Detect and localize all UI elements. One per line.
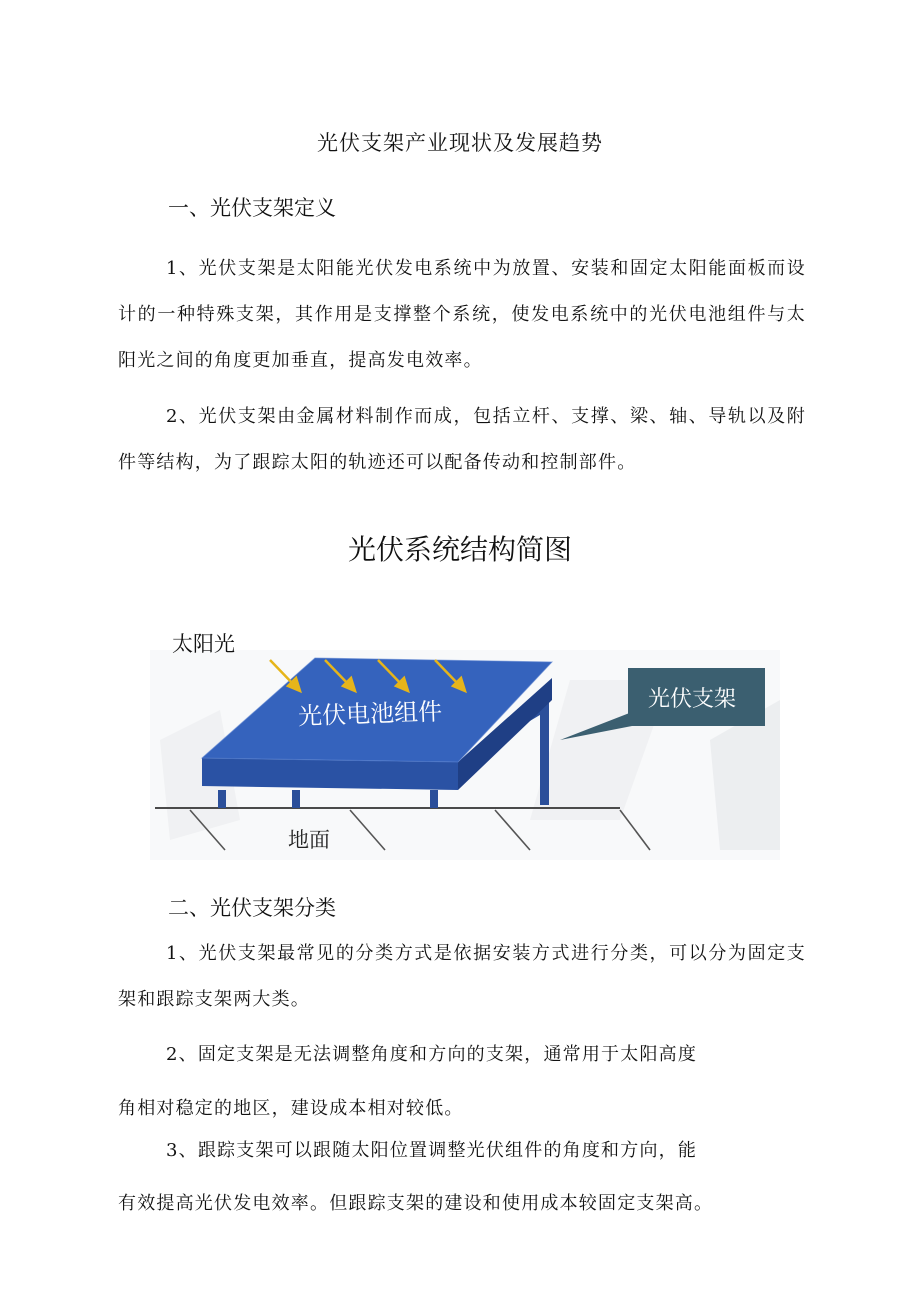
paragraph-definition-2: 2、光伏支架由金属材料制作而成，包括立杆、支撑、梁、轴、导轨以及附件等结构，为了跟踪太阳的轨迹还可以配备传动和控制部件。: [118, 406, 806, 473]
section-heading-definition: 一、光伏支架定义: [168, 196, 336, 220]
bracket-label: 光伏支架: [648, 687, 737, 712]
pv-system-illustration: [150, 620, 780, 860]
paragraph-tracking-line2: 有效提高光伏发电效率。但跟踪支架的建设和使用成本较固定支架高。: [118, 1193, 714, 1214]
paragraph-definition-1: 1、光伏支架是太阳能光伏发电系统中为放置、安装和固定太阳能面板而设计的一种特殊支架，其作用是支撑整个系统，使发电系统中的光伏电池组件与太阳光之间的角度更加垂直，提高发电效率。: [118, 258, 806, 371]
sunlight-label: 太阳光: [172, 632, 235, 656]
front-post-right: [430, 790, 438, 808]
panel-front: [202, 758, 458, 790]
paragraph-fixed-line1: 2、固定支架是无法调整角度和方向的支架，通常用于太阳高度: [166, 1044, 698, 1065]
front-post-mid: [292, 790, 300, 808]
paragraph-tracking-line1: 3、跟踪支架可以跟随太阳位置调整光伏组件的角度和方向，能: [166, 1140, 698, 1161]
module-label: 光伏电池组件: [297, 697, 443, 731]
pv-system-diagram: [150, 620, 780, 860]
section-heading-classification: 二、光伏支架分类: [168, 896, 336, 920]
paragraph-fixed-line2: 角相对稳定的地区，建设成本相对较低。: [118, 1098, 464, 1119]
document-title: 光伏支架产业现状及发展趋势: [317, 131, 603, 155]
paragraph-classification-1: 1、光伏支架最常见的分类方式是依据安装方式进行分类，可以分为固定支架和跟踪支架两大类。: [118, 943, 806, 1010]
front-post-left: [218, 790, 226, 808]
ground-label: 地面: [288, 828, 330, 852]
diagram-title: 光伏系统结构简图: [347, 533, 572, 566]
